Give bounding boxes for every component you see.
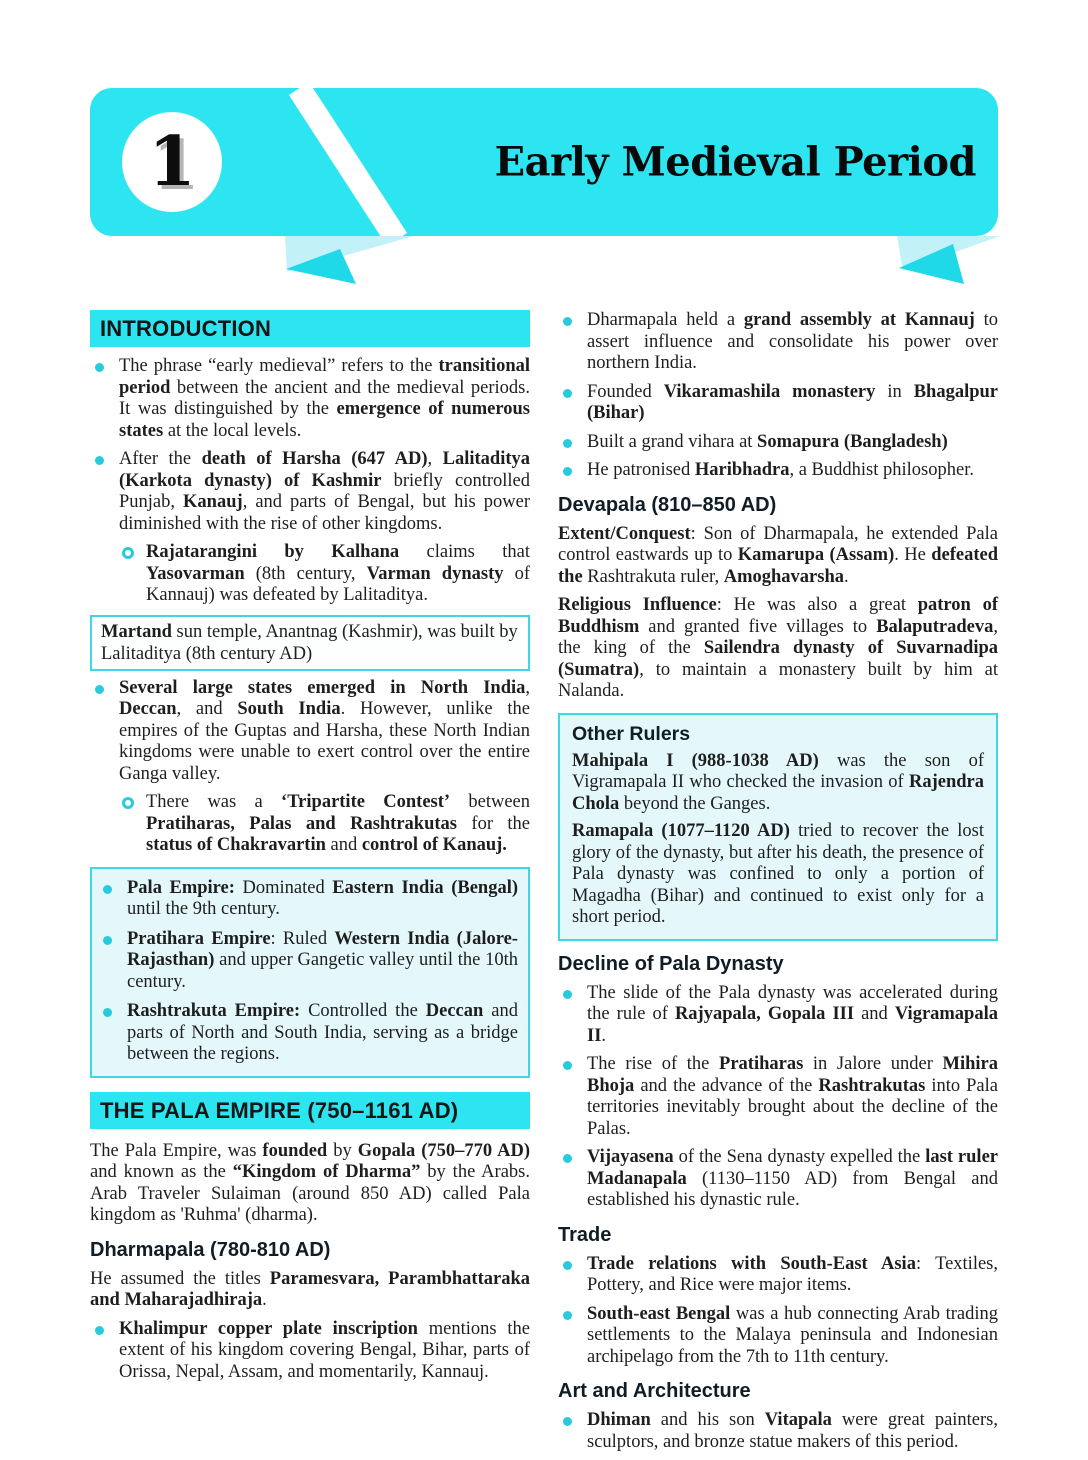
chapter-title: Early Medieval Period: [494, 138, 976, 186]
bullet-dot: [95, 685, 104, 694]
bullet-item: [98, 1001, 518, 1066]
paragraph-pala-intro: The Pala Empire, was founded by Gopala (750–770 AD) and known as the “Kingdom of Dharma” by the Arabs. Arab Traveler Sulaiman (around 850 AD) called Pala kingdom as 'Ruhma' (dharma).: [90, 1140, 531, 1225]
bullet-dot: [103, 885, 112, 894]
bullet-text: Pratihara Empire: Ruled Western India (Jalore-Rajasthan) and upper Gangetic valley until the 10th century.: [127, 928, 518, 992]
heading-dharmapala: Dharmapala (780-810 AD): [90, 1238, 331, 1261]
bullet-item: [90, 449, 530, 535]
bullet-item: [558, 1254, 998, 1297]
bullet-text: Several large states emerged in North India, Deccan, and South India. However, unlike the empires of the Guptas and Harsha, these North Indian kingdoms were unable to exert control over the entire Ganga valley.: [119, 677, 530, 784]
bullet-text: The slide of the Pala dynasty was accelerated during the rule of Rajyapala, Gopala III and Vigramapala II.: [587, 982, 998, 1046]
banner-diagonal-stripe: [289, 82, 407, 246]
bullet-dot: [563, 1417, 572, 1426]
paragraph-devapala-religious: Religious Influence: He was also a great patron of Buddhism and granted five villages to Balaputradeva, the king of the Sailendra dynasty of Suvarnadipa (Sumatra), to maintain a monastery built by him at Nalanda.: [558, 595, 998, 701]
heading-devapala: Devapala (810–850 AD): [558, 493, 777, 516]
bullet-text: The phrase “early medieval” refers to the transitional period between the ancient and the medieval periods. It was distinguished by the emergence of numerous states at the local levels.: [119, 356, 530, 441]
bullet-text: The rise of the Pratiharas in Jalore under Mihira Bhoja and the advance of the Rashtrakutas into Pala territories inevitably brought about the decline of the Palas.: [587, 1054, 998, 1139]
bullet-text: After the death of Harsha (647 AD), Lalitaditya (Karkota dynasty) of Kashmir briefly controlled Punjab, Kanauj, and parts of Bengal, but his power diminished with the rise of other kingdoms.: [119, 449, 531, 534]
bullet-dot: [563, 317, 572, 326]
bullet-text: Founded Vikaramashila monastery in Bhagalpur (Bihar): [587, 381, 998, 423]
sub-bullet-item: [90, 792, 530, 857]
bullet-item: [558, 1147, 998, 1212]
paragraph-ramapala: Ramapala (1077–1120 AD) tried to recover the lost glory of the dynasty, but after his death, the presence of Pala dynasty was confined to only a portion of Magadha (Bihar) and continued to exist only for a short period.: [572, 821, 985, 928]
sub-bullet-text: Rajatarangini by Kalhana claims that Yasovarman (8th century, Varman dynasty of Kannauj) was defeated by Lalitaditya.: [146, 542, 530, 605]
bullet-text: South-east Bengal was a hub connecting Arab trading settlements to the Malaya peninsula and Indonesian archipelago from the 7th to 11th century.: [587, 1303, 998, 1367]
bullet-item: [98, 878, 518, 921]
bullet-item: [558, 1410, 998, 1453]
bullet-item: [90, 1319, 530, 1384]
bullet-dot: [95, 1326, 104, 1335]
info-box-empires: [90, 867, 530, 1078]
bullet-item: [90, 356, 530, 442]
bullet-text: Khalimpur copper plate inscription mentions the extent of his kingdom covering Bengal, Bihar, parts of Orissa, Nepal, Assam, and momentarily, Kannauj.: [119, 1318, 530, 1382]
section-bar-pala-empire: THE PALA EMPIRE (750–1161 AD): [90, 1092, 530, 1129]
info-box-other-rulers: [558, 713, 998, 941]
note-box-martand: Martand sun temple, Anantnag (Kashmir), was built by Lalitaditya (8th century AD): [90, 615, 530, 671]
bullet-dot: [103, 1008, 112, 1017]
paragraph-dharmapala-titles: He assumed the titles Paramesvara, Parambhattaraka and Maharajadhiraja.: [90, 1268, 530, 1310]
two-column-layout: [90, 310, 998, 1460]
right-column: [558, 310, 998, 1460]
bullet-dot: [563, 1261, 572, 1270]
bullet-text: Dharmapala held a grand assembly at Kannauj to assert influence and consolidate his power over northern India.: [587, 310, 998, 373]
bullet-dot: [563, 1311, 572, 1320]
heading-other-rulers: Other Rulers: [572, 722, 691, 745]
paragraph-mahipala: Mahipala I (988-1038 AD) was the son of Vigramapala II who checked the invasion of Rajendra Chola beyond the Ganges.: [572, 750, 984, 814]
bullet-item: [558, 382, 998, 425]
bullet-text: Dhiman and his son Vitapala were great painters, sculptors, and bronze statue makers of this period.: [587, 1410, 999, 1452]
bullet-dot: [563, 389, 572, 398]
bullet-text: Built a grand vihara at Somapura (Bangladesh): [587, 431, 948, 452]
bullet-dot: [103, 936, 112, 945]
sub-bullet-item: [90, 542, 530, 607]
sub-bullet-icon: [122, 797, 134, 809]
bullet-dot: [563, 1061, 572, 1070]
chapter-banner: [90, 88, 998, 236]
bullet-text: Pala Empire: Dominated Eastern India (Bengal) until the 9th century.: [127, 877, 519, 919]
bullet-item: [558, 432, 998, 454]
bullet-item: [90, 678, 530, 786]
paragraph-devapala-extent: Extent/Conquest: Son of Dharmapala, he extended Pala control eastwards up to Kamarupa (Assam). He defeated the Rashtrakuta ruler, Amoghavarsha.: [558, 523, 998, 587]
bullet-text: Vijayasena of the Sena dynasty expelled the last ruler Madanapala (1130–1150 AD) from Bengal and established his dynastic rule.: [587, 1147, 998, 1211]
bullet-dot: [563, 439, 572, 448]
bullet-text: He patronised Haribhadra, a Buddhist philosopher.: [587, 460, 974, 480]
heading-decline: Decline of Pala Dynasty: [558, 952, 784, 975]
sub-bullet-icon: [122, 547, 134, 559]
bullet-dot: [563, 1154, 572, 1163]
bullet-dot: [563, 990, 572, 999]
bullet-dot: [95, 363, 104, 372]
chapter-number-badge: [122, 112, 222, 212]
section-bar-introduction: INTRODUCTION: [90, 310, 530, 347]
chapter-number: 1: [148, 122, 196, 202]
bullet-text: Rashtrakuta Empire: Controlled the Deccan and parts of North and South India, serving as a bridge between the regions.: [127, 1001, 518, 1064]
bullet-item: [558, 983, 998, 1048]
bullet-item: [558, 1054, 998, 1140]
bullet-dot: [95, 456, 104, 465]
bullet-dot: [563, 467, 572, 476]
bullet-item: [98, 929, 518, 994]
sub-bullet-text: There was a ‘Tripartite Contest’ between Pratiharas, Palas and Rashtrakutas for the status of Chakravartin and control of Kanauj.: [146, 792, 530, 855]
heading-art-architecture: Art and Architecture: [558, 1380, 751, 1403]
ribbon-folds: [0, 236, 1088, 306]
bullet-item: [558, 310, 998, 375]
bullet-item: [558, 1304, 998, 1369]
heading-trade: Trade: [558, 1223, 612, 1246]
left-column: [90, 310, 530, 1460]
bullet-item: [558, 460, 998, 482]
bullet-text: Trade relations with South-East Asia: Textiles, Pottery, and Rice were major items.: [587, 1253, 998, 1296]
